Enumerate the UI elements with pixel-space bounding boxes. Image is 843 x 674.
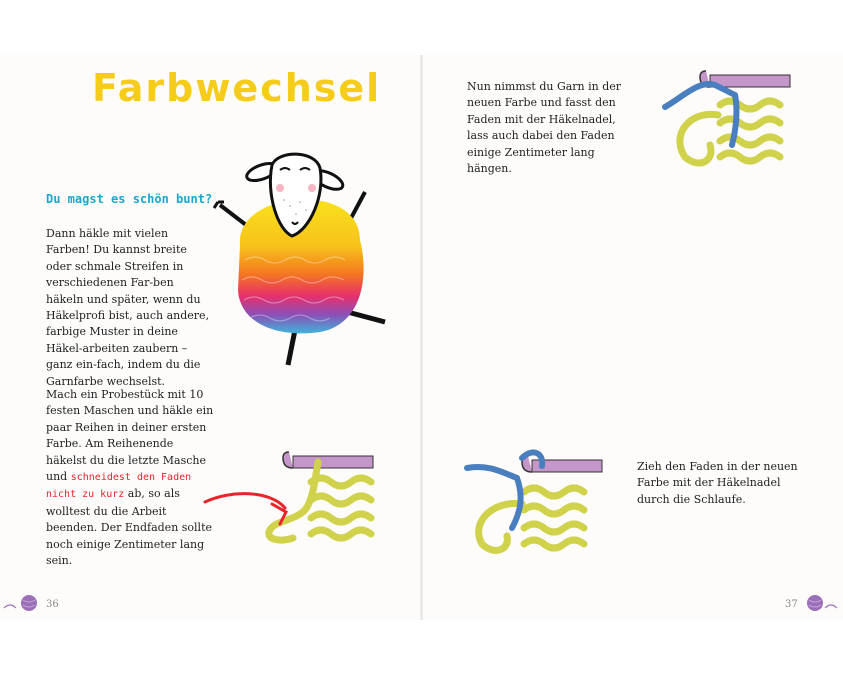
page-number-right: 37 <box>785 599 798 610</box>
yarn-ball-icon <box>803 594 843 614</box>
step-three-paragraph: Zieh den Faden in der neuen Farbe mit der Häkelnadel durch die Schlaufe. <box>637 460 798 506</box>
crochet-diagram-step-two <box>660 65 800 175</box>
yarn-ball-icon <box>2 594 42 614</box>
instruction-text-start: Mach ein Probestück mit 10 festen Maschen und häkle ein paar Reihen in deiner ersten Farbe. Am Reihenende häkelst du die letzte Masche und <box>46 388 214 484</box>
red-arrow-icon <box>200 490 295 530</box>
step-two-paragraph: Nun nimmst du Garn in der neuen Farbe und fasst den Faden mit der Häkelnadel, lass auch dabei den Faden einige Zentimeter lang hängen. <box>467 80 622 176</box>
instruction-paragraph <box>46 387 216 569</box>
instruction-text-end: ab, so als wolltest du die Arbeit beenden. Der Endfaden sollte noch einige Zentimeter lang sein. <box>46 487 213 568</box>
intro-paragraph: Dann häkle mit vielen Farben! Du kannst breite oder schmale Streifen in verschiedenen Far-ben häkeln und später, wenn du Häkelprofi bist, auch andere, farbige Muster in deine Häkel-arbeiten zaubern – ganz ein-fach, indem du die Garnfarbe wechselst. <box>46 227 210 388</box>
book-gutter <box>420 55 423 620</box>
page-number-left: 36 <box>46 599 59 610</box>
subheading: Du magst es schön bunt? <box>46 192 213 206</box>
page-title: Farbwechsel <box>92 66 382 110</box>
highlight-text: schneidest den Faden nicht zu kurz <box>46 472 192 501</box>
crochet-diagram-step-three <box>462 448 602 558</box>
sheep-illustration <box>210 150 410 380</box>
